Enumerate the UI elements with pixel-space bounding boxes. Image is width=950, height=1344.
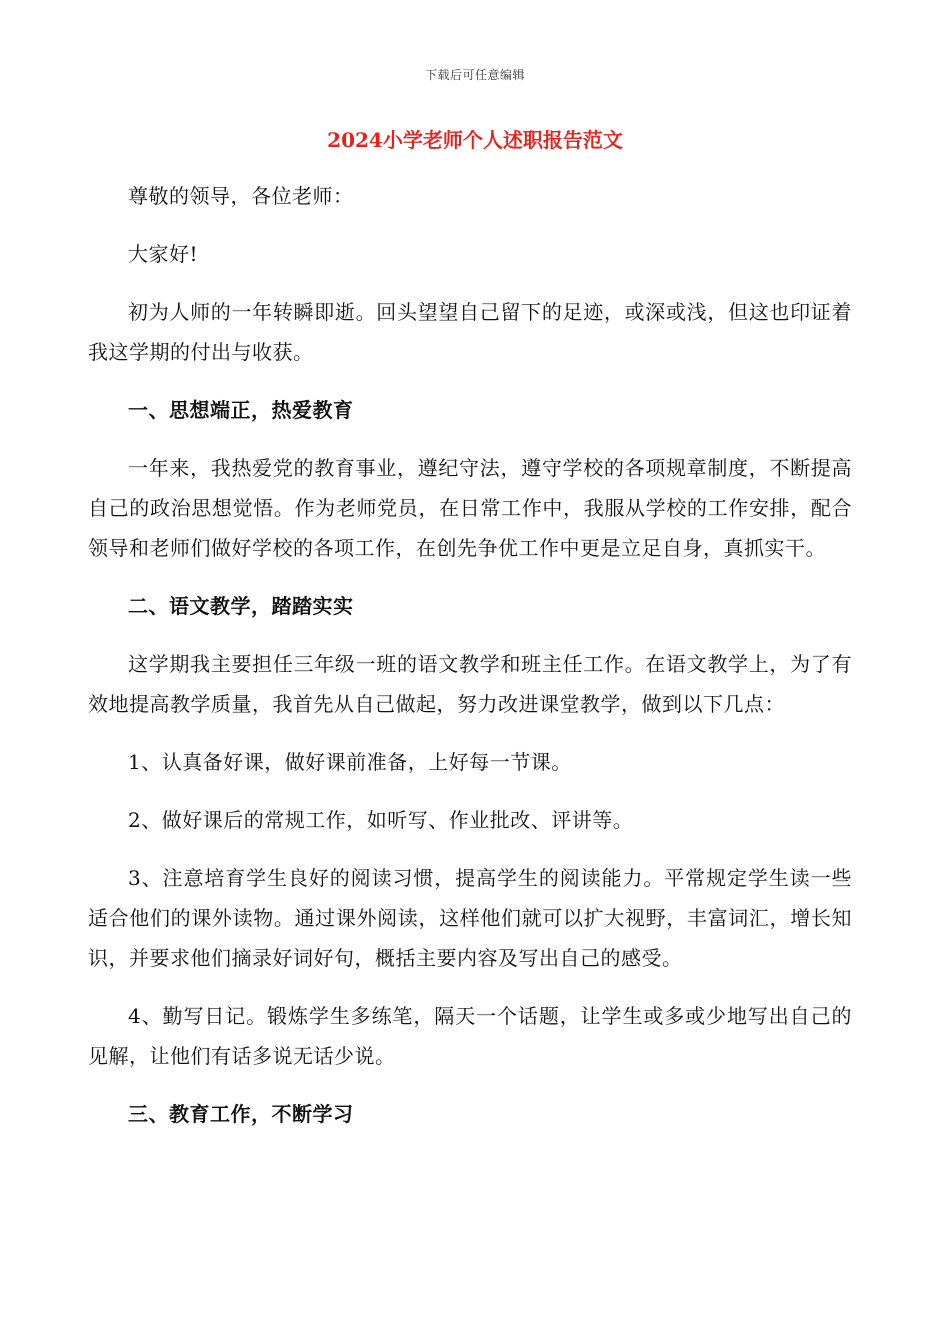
paragraph: 尊敬的领导，各位老师： — [128, 184, 354, 208]
document-title: 2024小学老师个人述职报告范文 — [327, 128, 623, 152]
paragraph: 4、勤写日记。锻炼学生多练笔，隔天一个话题，让学生或多或少地写出自己的见解，让他们有话多说无话少说。 — [88, 1004, 852, 1068]
paragraph: 2、做好课后的常规工作，如听写、作业批改、评讲等。 — [128, 808, 634, 832]
paragraph: 初为人师的一年转瞬即逝。回头望望自己留下的足迹，或深或浅，但这也印证着我这学期的付出与收获。 — [88, 300, 852, 364]
paragraph: 一年来，我热爱党的教育事业，遵纪守法，遵守学校的各项规章制度，不断提高自己的政治思想觉悟。作为老师党员，在日常工作中，我服从学校的工作安排，配合领导和老师们做好学校的各项工作，在创先争优工作中更是立足自身，真抓实干。 — [88, 456, 852, 560]
paragraph: 这学期我主要担任三年级一班的语文教学和班主任工作。在语文教学上，为了有效地提高教学质量，我首先从自己做起，努力改进课堂教学，做到以下几点： — [88, 652, 852, 716]
paragraph: 3、注意培育学生良好的阅读习惯，提高学生的阅读能力。平常规定学生读一些适合他们的课外读物。通过课外阅读，这样他们就可以扩大视野，丰富词汇，增长知识，并要求他们摘录好词好句，概括主要内容及写出自己的感受。 — [88, 866, 852, 970]
section-heading: 三、教育工作，不断学习 — [128, 1102, 354, 1126]
header-note: 下载后可任意编辑 — [424, 68, 525, 82]
section-heading: 一、思想端正，热爱教育 — [128, 398, 354, 422]
section-heading: 二、语文教学，踏踏实实 — [128, 594, 354, 618]
paragraph: 1、认真备好课，做好课前准备，上好每一节课。 — [128, 750, 572, 774]
paragraph: 大家好! — [128, 242, 199, 266]
document-body — [88, 176, 852, 1152]
